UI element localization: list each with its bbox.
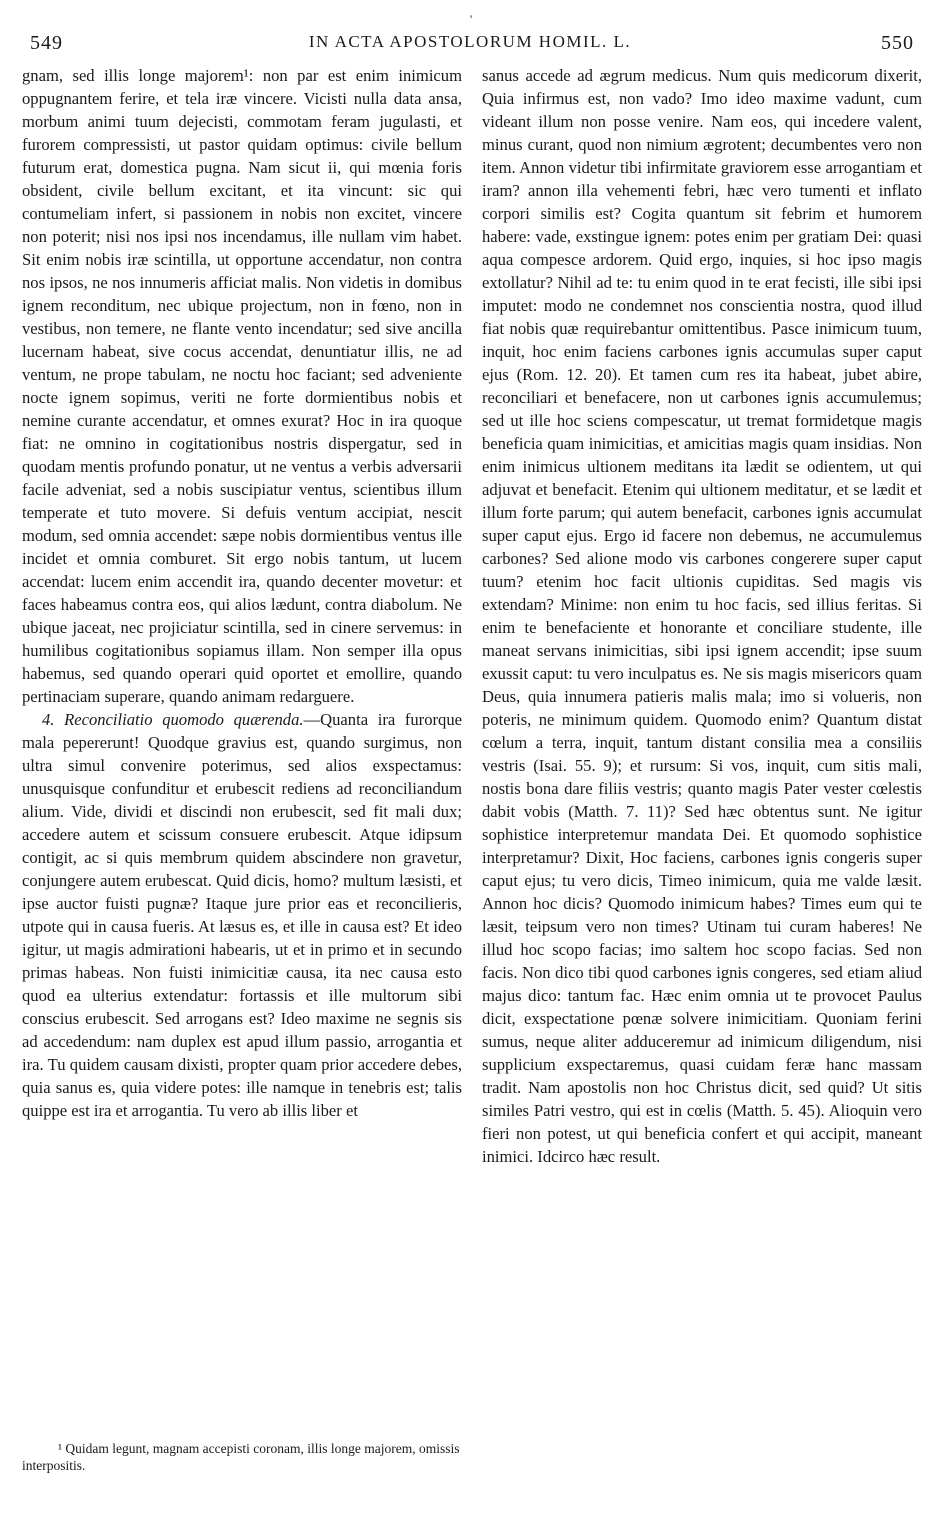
- running-title: IN ACTA APOSTOLORUM HOMIL. L.: [308, 32, 632, 51]
- left-column: [22, 64, 462, 1122]
- left-paragraph-1: gnam, sed illis longe majorem¹: non par est enim inimicum oppugnantem ferire, et tela iræ vincere. Vicisti nulla data ansa, morbum animi tuum dejecisti, commotam feram jugulasti, et furorem compressisti, ut pastor quidam optimus: civile bellum futurum erat, domestica pugna. Nam sicut ii, qui mœnia foris obsident, civile bellum excitant, et ita vincunt: sic qui contumeliam infert, si passionem in nobis non excitet, vincere non poterit; nisi nos ipsi nos incendamus, ille nullam vim habet. Sit enim nobis iræ scintilla, ut opportune accendatur, non contra nos ipsos, ne nos innumeris afficiat malis. Non videtis in domibus ignem reconditum, nec ubique projectum, non in fœno, non in vestibus, non temere, ne flante vento incendatur; sed sive ancilla lucernam habeat, sive cocus accendat, denuntiatur illis, ne ad ventum, ne prope tabulam, ne noctu hoc faciant; sed adveniente nocte ignem sopimus, veriti ne forte dormientibus nobis et nemine curante accendatur, et omnes exurat? Hoc in ira quoque fiat: ne omnino in cogitationibus nostris dispergatur, sed in quodam mentis profundo ponatur, ut ne ventus a verbis adversarii facile adveniat, sed a nobis suscipiatur ventus, scientibus illum temperate et tuto movere. Si defuis ventum accipiat, nescit modum, sed omnia accendet: sæpe nobis dormientibus ventus ille incidet et omnia comburet. Sit ergo nobis tantum, ut lucem accendat: lucem enim accendit ira, quando decenter movetur: et faces habeamus contra eos, qui alios lædunt, contra diabolum. Ne ubique jaceat, nec projiciatur scintilla, sed in cinere servemus: in humilibus cogitationibus sopiamus illam. Non semper illa opus habemus, sed quando operari quid oportet et emollire, quando pertinaciam superare, quando animam redarguere.: [22, 66, 462, 706]
- page-header: [22, 8, 918, 54]
- footnote: ¹ Quidam legunt, magnam accepisti coronam, illis longe majorem, omissis interpositis.: [22, 1441, 460, 1473]
- left-paragraph-2: [22, 708, 462, 1122]
- right-column: [482, 64, 922, 1168]
- section-body: —Quanta ira furorque mala pepererunt! Quodque gravius est, quando surgimus, non ultra simul convenire poterimus, sed alios exspectamus: unusquisque confunditur et erubescit rediens ad reconciliandum alium. Vide, dividi et discindi non erubescit, sed fit mali dux; accedere autem et scissum consuere erubescit. Atque idipsum contigit, ac si quis membrum quidem abscindere non gravetur, conjungere autem erubescat. Quid dicis, homo? multum læsisti, et ipse auctor fuisti pugnæ? Itaque jure prior eas et reconcilieris, utpote qui in causa fueris. At læsus es, et ille in causa est? Et ideo igitur, ut magis admirationi habearis, ut et in primo et in secundo primas habeas. Non fuisti inimicitiæ causa, ita nec causa esto quod ea ulterius extendatur: fortassis et ille multorum sibi conscius erubescit. Sed arrogans est? Ideo maxime ne segnis sis ad accedendum: nam duplex est apud illum passio, arrogantia et ira. Tu quidem causam dixisti, propter quam prior accedere debes, quia sanus es, quia videre potes: ille namque in tenebris est; talis quippe est ira et arrogantia. Tu vero ab illis liber et: [22, 710, 462, 1120]
- page-number-right: 550: [881, 32, 914, 54]
- right-paragraph: sanus accede ad ægrum medicus. Num quis medicorum dixerit, Quia infirmus est, non vado? Imo ideo maxime vadunt, cum videant illum non posse venire. Nam eos, qui incedere valent, minus curant, quod non nimium ægrotent; decumbentes vero non item. Annon videtur tibi infirmitate graviorem esse arrogantiam et iram? annon illa vehementi febri, hæc vero tumenti et inflato corpori similis est? Cogita quantum sit febrim et humorem habere: vade, exstingue ignem: potes enim per gratiam Dei: quasi aqua compesce ardorem. Quid ergo, inquies, si hoc ipso magis extollatur? Nihil ad te: tu enim quod in te erat fecisti, ille sibi ipsi imputet: modo ne condemnet nos conscientia nostra, quod illud fiat nobis quæ requirebantur omittentibus. Pasce inimicum tuum, inquit, hoc enim faciens carbones ignis accumulas super caput ejus (Rom. 12. 20). Et tamen cum res ita habeat, jubet abire, reconciliari et benefacere, non ut carbones ignis accumulemus; sed ut ille hoc sciens compescatur, ut tremat formidetque magis beneficia quam inimicitias, et amicitias magis quam insidias. Non enim inimicus ultionem meditans ita lædit se odientem, ut qui adjuvat et benefacit. Etenim qui ultionem meditatur, et se lædit et illum forte parum; qui autem benefacit, carbones ignis accumulat super caput ejus. Ergo id facere non debemus, ne accumulemus carbones? Sed alione modo vis carbones congerere super caput tuum? etenim hoc facit ultionis cupiditas. Sed magis vis extendam? Minime: non enim tu hoc facis, sed illius feritas. Si enim te benefaciente et honorante et conciliare studente, ille maneat servans inimicitias, sibi ipsi ignem accendit; ipse suum exussit caput: tu vero inculpatus es. Ne sis magis misericors quam Deus, quia innumera patieris malis mala; imo si volueris, non poteris, ne minimum quidem. Quomodo enim? Quantum distat cœlum a terra, inquit, tantum distant consilia mea a consiliis vestris (Isai. 55. 9); et rursum: Si vos, inquit, cum sitis mali, nostis bona dare filiis vestris; quanto magis Pater vester cœlestis dabit vobis (Matth. 7. 11)? Sed hæc obtentus sunt. Ne igitur sophistice interpretemur mandata Dei. Et quomodo sophistice interpretamur? Dixit, Hoc faciens, carbones ignis congeris super caput ejus; tu vero dicis, Timeo inimicum, quia me valde læsit. Annon hoc dicis? Quomodo inimicum habes? Times eum qui te læsit, teipsum vero non times? Utinam tui curam haberes! Ne illud hoc scopo facias; imo saltem hoc scopo facias. Sed non facis. Non dico tibi quod carbones ignis congeres, sed etiam aliud majus dico: tantum fac. Hæc enim omnia ut te provocet Paulus dicit, exspectatione pœnæ solvere inimicitiam. Quoniam ferini sumus, neque aliter adduceremur ad inimicum diligendum, nisi supplicium exspectaremus, quasi cuidam feræ hanc massam tradit. Nam apostolis non hoc Christus dicit, sed quid? Ut sitis similes Patri vestro, qui est in cœlis (Matth. 5. 45). Alioquin vero fieri non potest, ut qui beneficia confert et qui accipit, maneant inimici. Idcirco hæc result.: [482, 66, 922, 1166]
- stray-mark: ': [470, 12, 473, 26]
- page-number-left: 549: [30, 32, 63, 54]
- section-heading: 4. Reconciliatio quomodo quærenda.: [42, 710, 304, 729]
